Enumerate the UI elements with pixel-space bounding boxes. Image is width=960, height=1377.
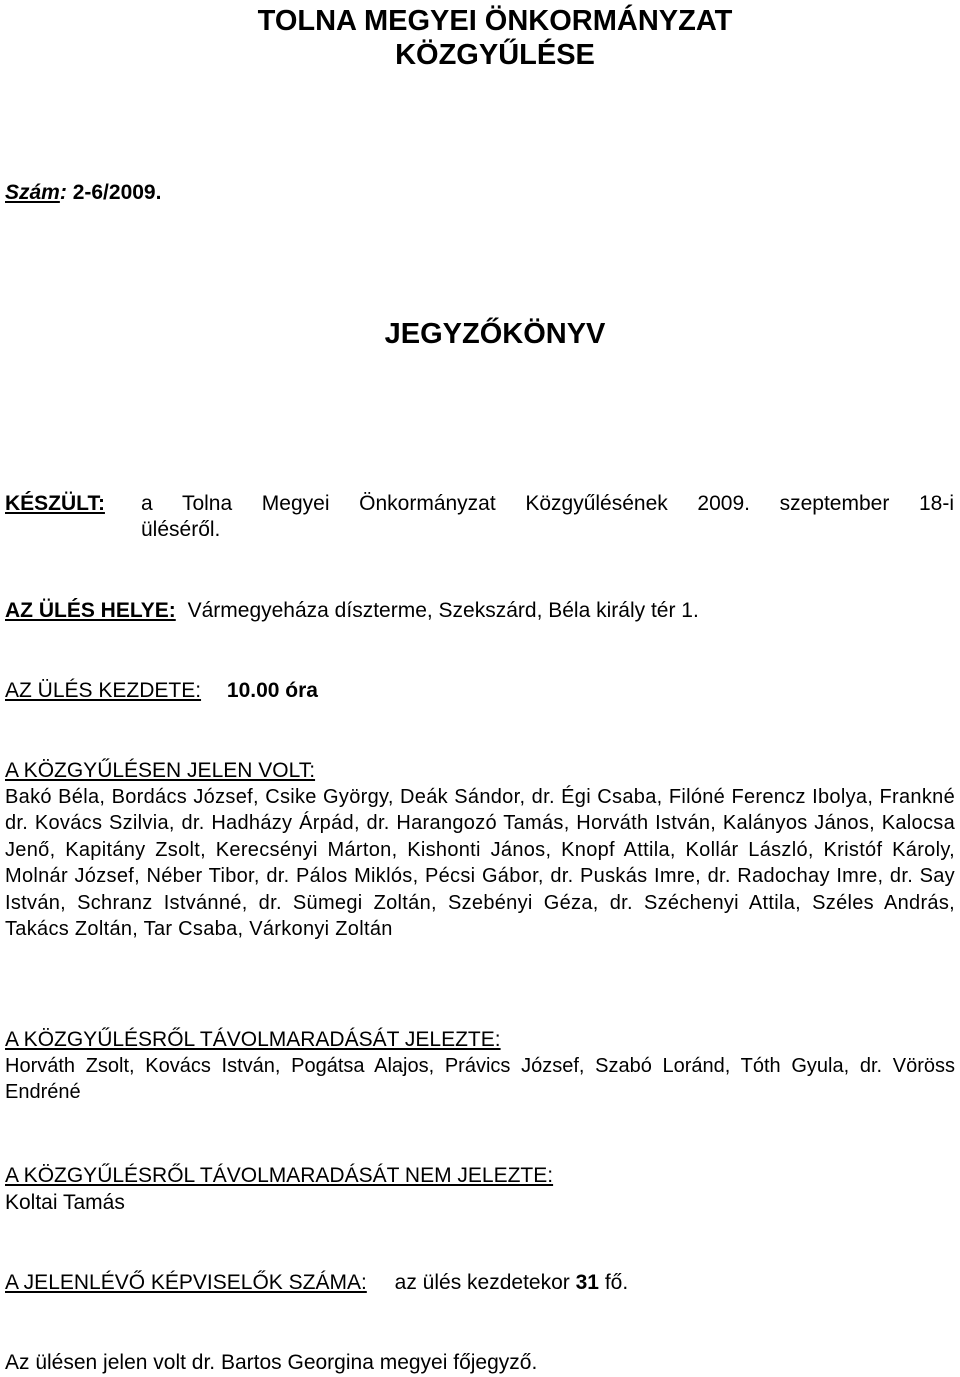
absent-not-notified-label: A KÖZGYŰLÉSRŐL TÁVOLMARADÁSÁT NEM JELEZTE:: [5, 1164, 554, 1187]
start-row: [5, 677, 318, 705]
absent-notified-list: Horváth Zsolt, Kovács István, Pogátsa Alajos, Právics József, Szabó Loránd, Tóth Gyula, dr. Vöröss Endréné: [5, 1055, 955, 1104]
made-text-line2: üléséről.: [141, 518, 221, 541]
present-label: A KÖZGYŰLÉSEN JELEN VOLT:: [5, 759, 316, 782]
start-label: AZ ÜLÉS KEZDETE:: [5, 679, 202, 702]
made-label: KÉSZÜLT:: [5, 492, 105, 515]
document-number-label: Szám: [5, 181, 60, 204]
document-number-colon: :: [59, 181, 67, 204]
header-title-line1: TOLNA MEGYEI ÖNKORMÁNYZAT: [257, 5, 733, 37]
venue-label: AZ ÜLÉS HELYE:: [5, 599, 176, 622]
footer-note: Az ülésen jelen volt dr. Bartos Georgina megyei főjegyző.: [5, 1351, 538, 1374]
start-value: 10.00 óra: [226, 679, 318, 702]
absent-not-notified-list: Koltai Tamás: [5, 1191, 125, 1214]
header-title-line2: KÖZGYŰLÉSE: [395, 39, 595, 71]
member-count-label: A JELENLÉVŐ KÉPVISELŐK SZÁMA:: [5, 1271, 367, 1294]
member-count-row: [5, 1269, 628, 1297]
document-number-value: 2-6/2009.: [72, 181, 162, 204]
document-title: JEGYZŐKÖNYV: [384, 318, 606, 350]
member-count-suffix: fő.: [604, 1271, 629, 1294]
member-count-number: 31: [575, 1271, 599, 1294]
document-number: [5, 179, 161, 207]
present-list: Bakó Béla, Bordács József, Csike György, Deák Sándor, dr. Égi Csaba, Filóné Ferencz Ibolya, Frankné dr. Kovács Szilvia, dr. Hadházy Árpád, dr. Harangozó Tamás, Horváth István, Kalányos János, Kalocsa Jenő, Kapitány Zsolt, Kerecsényi Márton, Kishonti János, Knopf Attila, Kollár László, Kristóf Károly, Molnár József, Néber Tibor, dr. Pálos Miklós, Pécsi Gábor, dr. Puskás Imre, dr. Radochay Imre, dr. Say István, Schranz Istvánné, dr. Sümegi Zoltán, Szebényi Géza, dr. Széchenyi Attila, Széles András, Takács Zoltán, Tar Csaba, Várkonyi Zoltán: [5, 786, 955, 941]
member-count-prefix: az ülés kezdetekor: [394, 1271, 570, 1294]
absent-notified-label: A KÖZGYŰLÉSRŐL TÁVOLMARADÁSÁT JELEZTE:: [5, 1028, 501, 1051]
venue-row: [5, 597, 699, 625]
venue-value: Vármegyeháza díszterme, Szekszárd, Béla király tér 1.: [187, 599, 699, 622]
made-text-line1: a Tolna Megyei Önkormányzat Közgyűlésének 2009. szeptember 18-i: [141, 492, 954, 515]
